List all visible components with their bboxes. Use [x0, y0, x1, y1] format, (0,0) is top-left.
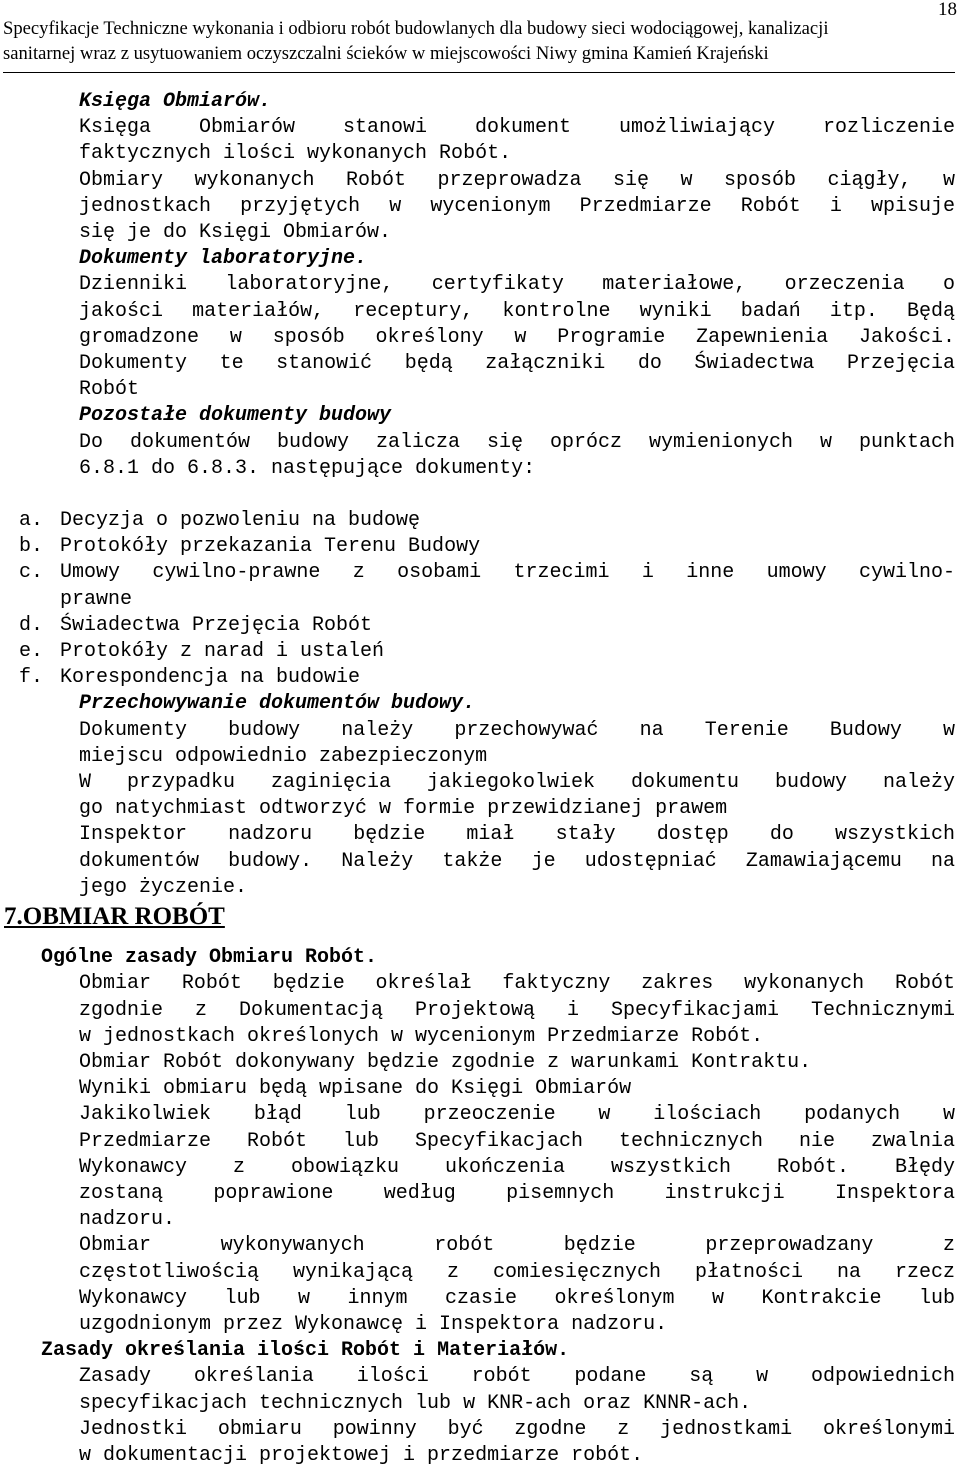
text-line: specyfikacjach technicznych lub w KNR-ach oraz KNNR-ach. [79, 1391, 752, 1415]
text-line: Obmiar Robót dokonywany będzie zgodnie z warunkami Kontraktu. [79, 1050, 812, 1074]
text-line: Obmiary wykonanych Robót przeprowadza się w sposób ciągły, w [79, 168, 955, 192]
header-line: sanitarnej wraz z usytuowaniem oczyszczalni ścieków w miejscowości Niwy gmina Kamień Krajeński [3, 42, 769, 64]
text-line: uzgodnionym przez Wykonawcę i Inspektora nadzoru. [79, 1312, 668, 1336]
text-line: W przypadku zaginięcia jakiegokolwiek dokumentu budowy należy [79, 771, 955, 795]
list-item [0, 613, 960, 639]
paragraph-quantities [0, 1364, 960, 1469]
text-line: jednostkach przyjętych w wycenionym Przedmiarze Robót i wpisuje [79, 194, 955, 218]
list-letter: c. [19, 561, 44, 585]
text-line: Obmiar Robót będzie określał faktyczny zakres wykonanych Robót [79, 972, 955, 996]
heading-dokumenty-laboratoryjne: Dokumenty laboratoryjne. [79, 247, 368, 271]
text-line: w dokumentacji projektowej i przedmiarze robót. [79, 1443, 644, 1467]
text-line: nadzoru. [79, 1208, 176, 1232]
text-line: Obmiar wykonywanych robót będzie przeprowadzany z [79, 1234, 955, 1258]
list-letter: e. [19, 640, 44, 664]
list-item [0, 534, 960, 560]
list-text-block [60, 560, 955, 612]
heading-ksiega-obmiarow: Księga Obmiarów. [79, 90, 272, 113]
list-text: Protokóły przekazania Terenu Budowy [60, 535, 481, 559]
text-line: w jednostkach określonych w wycenionym Przedmiarze Robót. [79, 1024, 764, 1048]
text-line: się je do Księgi Obmiarów. [79, 221, 392, 245]
text-line: 6.8.1 do 6.8.3. następujące dokumenty: [79, 456, 536, 480]
list-letter: d. [19, 613, 44, 637]
paragraph-storage [0, 718, 960, 901]
document-body [0, 89, 960, 1469]
list-item [0, 508, 960, 534]
list-text: prawne [60, 587, 133, 611]
text-line: Wykonawcy lub w innym czasie określonym w Kontrakcie lub [79, 1286, 955, 1310]
text-line: dokumentów budowy. Należy także je udostępniać Zamawiającemu na [79, 849, 955, 873]
heading-przechowywanie: Przechowywanie dokumentów budowy. [79, 692, 476, 716]
paragraph-other [0, 430, 960, 482]
text-line: Robót [79, 378, 140, 402]
text-line: miejscu odpowiednio zabezpieczonym [79, 744, 488, 768]
text-line: Do dokumentów budowy zalicza się oprócz wymienionych w punktach [79, 430, 955, 454]
section-title [0, 902, 960, 932]
text-line: Zasady określania ilości robót podane są w odpowiednich [79, 1365, 955, 1389]
list-text: Korespondencja na budowie [60, 666, 361, 690]
list-item [0, 639, 960, 665]
page-number: 18 [938, 0, 957, 20]
list-letter: f. [19, 666, 44, 690]
text-line: Wykonawcy z obowiązku ukończenia wszystkich Robót. Błędy [79, 1155, 955, 1179]
paragraph-ksiega [0, 115, 960, 246]
list-text: Umowy cywilno-prawne z osobami trzecimi i inne umowy cywilno- [60, 561, 955, 585]
list-item [0, 560, 960, 612]
text-line: jakości materiałów, receptury, kontrolne wyniki badań itp. Będą [79, 299, 955, 323]
spacer [0, 482, 960, 508]
text-line: częstotliwością wynikającą z comiesięcznych płatności na rzecz [79, 1260, 955, 1284]
text-line: faktycznych ilości wykonanych Robót. [79, 142, 512, 166]
text-line: gromadzone w sposób określony w Programie Zapewnienia Jakości. [79, 325, 955, 349]
list-text: Protokóły z narad i ustaleń [60, 640, 385, 664]
text-line: Dokumenty te stanowić będą załączniki do Świadectwa Przejęcia [79, 352, 955, 376]
list-letter: b. [19, 535, 44, 559]
paragraph-lab [0, 272, 960, 403]
text-line: Dokumenty budowy należy przechowywać na Terenie Budowy w [79, 718, 955, 742]
paragraph-general [0, 971, 960, 1338]
text-line: Księga Obmiarów stanowi dokument umożliwiający rozliczenie [79, 116, 955, 140]
text-line: Jakikolwiek błąd lub przeoczenie w ilościach podanych w [79, 1103, 955, 1127]
list-item [0, 665, 960, 691]
heading-ogolne-zasady: Ogólne zasady Obmiaru Robót. [41, 946, 378, 970]
document-list [0, 508, 960, 691]
text-line: Wyniki obmiaru będą wpisane do Księgi Obmiarów [79, 1077, 632, 1101]
text-line: zgodnie z Dokumentacją Projektową i Specyfikacjami Technicznymi [79, 998, 955, 1022]
text-line: Inspektor nadzoru będzie miał stały dostęp do wszystkich [79, 823, 955, 847]
document-header [3, 17, 955, 73]
header-line: Specyfikacje Techniczne wykonania i odbioru robót budowlanych dla budowy sieci wodociągowej, kanalizacji [3, 18, 829, 39]
text-line: Dzienniki laboratoryjne, certyfikaty materiałowe, orzeczenia o [79, 273, 955, 297]
list-text: Świadectwa Przejęcia Robót [60, 613, 373, 637]
text-line: Jednostki obmiaru powinny być zgodne z jednostkami określonymi [79, 1417, 955, 1441]
heading-pozostale-dokumenty: Pozostałe dokumenty budowy [79, 404, 392, 428]
text-line: zostaną poprawione według pisemnych instrukcji Inspektora [79, 1181, 955, 1205]
text-line: jego życzenie. [79, 875, 248, 899]
list-letter: a. [19, 509, 44, 533]
text-line: go natychmiast odtworzyć w formie przewidzianej prawem [79, 797, 728, 821]
section-title-text: 7.OBMIAR ROBÓT [4, 903, 225, 931]
list-text: Decyzja o pozwoleniu na budowę [60, 509, 421, 533]
text-line: Przedmiarze Robót lub Specyfikacjach technicznych nie zwalnia [79, 1129, 955, 1153]
heading-zasady-okreslania: Zasady określania ilości Robót i Materiałów. [41, 1339, 570, 1363]
